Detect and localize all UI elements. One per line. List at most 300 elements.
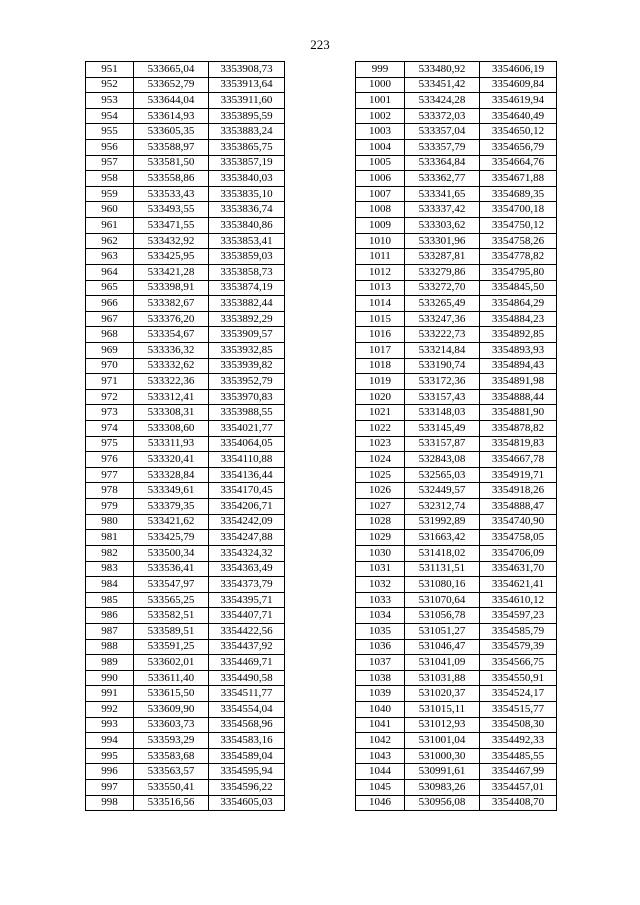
table-row <box>86 233 285 249</box>
y-coordinate-cell: 3353840,86 <box>209 218 285 234</box>
y-coordinate-cell: 3354242,09 <box>209 514 285 530</box>
table-row <box>356 483 557 499</box>
table-row <box>356 93 557 109</box>
point-number-cell: 984 <box>86 577 134 593</box>
point-number-cell: 956 <box>86 140 134 156</box>
table-row <box>86 311 285 327</box>
y-coordinate-cell: 3354492,33 <box>480 733 557 749</box>
y-coordinate-cell: 3354508,30 <box>480 717 557 733</box>
table-row <box>356 436 557 452</box>
table-row <box>86 655 285 671</box>
point-number-cell: 974 <box>86 421 134 437</box>
point-number-cell: 997 <box>86 780 134 796</box>
table-row <box>356 389 557 405</box>
table-row <box>86 421 285 437</box>
x-coordinate-cell: 533303,62 <box>405 218 480 234</box>
table-row <box>86 717 285 733</box>
x-coordinate-cell: 533581,50 <box>134 155 209 171</box>
table-row <box>86 623 285 639</box>
point-number-cell: 967 <box>86 311 134 327</box>
table-row <box>356 545 557 561</box>
table-row <box>86 561 285 577</box>
x-coordinate-cell: 533349,61 <box>134 483 209 499</box>
table-row <box>86 296 285 312</box>
y-coordinate-cell: 3354621,41 <box>480 577 557 593</box>
table-row <box>86 342 285 358</box>
point-number-cell: 1006 <box>356 171 405 187</box>
x-coordinate-cell: 531051,27 <box>405 623 480 639</box>
x-coordinate-cell: 533533,43 <box>134 186 209 202</box>
y-coordinate-cell: 3353883,24 <box>209 124 285 140</box>
y-coordinate-cell: 3354064,05 <box>209 436 285 452</box>
x-coordinate-cell: 533311,93 <box>134 436 209 452</box>
y-coordinate-cell: 3354700,18 <box>480 202 557 218</box>
x-coordinate-cell: 531031,88 <box>405 670 480 686</box>
x-coordinate-cell: 533516,56 <box>134 795 209 811</box>
point-number-cell: 981 <box>86 530 134 546</box>
y-coordinate-cell: 3354110,88 <box>209 452 285 468</box>
y-coordinate-cell: 3354650,12 <box>480 124 557 140</box>
point-number-cell: 1032 <box>356 577 405 593</box>
x-coordinate-cell: 533222,73 <box>405 327 480 343</box>
x-coordinate-cell: 533312,41 <box>134 389 209 405</box>
table-row <box>356 639 557 655</box>
y-coordinate-cell: 3354596,22 <box>209 780 285 796</box>
point-number-cell: 1040 <box>356 701 405 717</box>
point-number-cell: 1013 <box>356 280 405 296</box>
point-number-cell: 998 <box>86 795 134 811</box>
point-number-cell: 1024 <box>356 452 405 468</box>
table-row <box>356 780 557 796</box>
point-number-cell: 1042 <box>356 733 405 749</box>
table-row <box>86 389 285 405</box>
coordinates-table-right <box>355 61 557 811</box>
point-number-cell: 1011 <box>356 249 405 265</box>
y-coordinate-cell: 3354610,12 <box>480 592 557 608</box>
table-row <box>86 405 285 421</box>
table-row <box>356 717 557 733</box>
x-coordinate-cell: 530956,08 <box>405 795 480 811</box>
table-row <box>356 795 557 811</box>
y-coordinate-cell: 3354583,16 <box>209 733 285 749</box>
x-coordinate-cell: 533287,81 <box>405 249 480 265</box>
x-coordinate-cell: 531046,47 <box>405 639 480 655</box>
x-coordinate-cell: 533398,91 <box>134 280 209 296</box>
point-number-cell: 996 <box>86 764 134 780</box>
y-coordinate-cell: 3353908,73 <box>209 62 285 78</box>
point-number-cell: 992 <box>86 701 134 717</box>
x-coordinate-cell: 533190,74 <box>405 358 480 374</box>
table-row <box>86 124 285 140</box>
point-number-cell: 1031 <box>356 561 405 577</box>
y-coordinate-cell: 3354918,26 <box>480 483 557 499</box>
y-coordinate-cell: 3354206,71 <box>209 499 285 515</box>
y-coordinate-cell: 3354511,77 <box>209 686 285 702</box>
x-coordinate-cell: 533480,92 <box>405 62 480 78</box>
point-number-cell: 1039 <box>356 686 405 702</box>
table-row <box>86 686 285 702</box>
point-number-cell: 1037 <box>356 655 405 671</box>
point-number-cell: 988 <box>86 639 134 655</box>
y-coordinate-cell: 3354407,71 <box>209 608 285 624</box>
x-coordinate-cell: 533157,87 <box>405 436 480 452</box>
coordinates-table-left <box>85 61 285 811</box>
table-row <box>86 545 285 561</box>
y-coordinate-cell: 3353988,55 <box>209 405 285 421</box>
y-coordinate-cell: 3354689,35 <box>480 186 557 202</box>
point-number-cell: 1030 <box>356 545 405 561</box>
table-row <box>356 748 557 764</box>
x-coordinate-cell: 531663,42 <box>405 530 480 546</box>
point-number-cell: 1021 <box>356 405 405 421</box>
y-coordinate-cell: 3353911,60 <box>209 93 285 109</box>
point-number-cell: 983 <box>86 561 134 577</box>
y-coordinate-cell: 3353909,57 <box>209 327 285 343</box>
table-row <box>356 514 557 530</box>
point-number-cell: 1005 <box>356 155 405 171</box>
x-coordinate-cell: 533148,03 <box>405 405 480 421</box>
point-number-cell: 995 <box>86 748 134 764</box>
point-number-cell: 1020 <box>356 389 405 405</box>
x-coordinate-cell: 531418,02 <box>405 545 480 561</box>
point-number-cell: 973 <box>86 405 134 421</box>
y-coordinate-cell: 3354490,58 <box>209 670 285 686</box>
x-coordinate-cell: 533341,65 <box>405 186 480 202</box>
y-coordinate-cell: 3354247,88 <box>209 530 285 546</box>
table-row <box>86 467 285 483</box>
table-row <box>356 264 557 280</box>
table-row <box>356 233 557 249</box>
point-number-cell: 955 <box>86 124 134 140</box>
table-row <box>86 701 285 717</box>
table-row <box>356 358 557 374</box>
y-coordinate-cell: 3354619,94 <box>480 93 557 109</box>
y-coordinate-cell: 3354795,80 <box>480 264 557 280</box>
x-coordinate-cell: 532449,57 <box>405 483 480 499</box>
x-coordinate-cell: 533372,03 <box>405 108 480 124</box>
table-row <box>356 280 557 296</box>
point-number-cell: 1014 <box>356 296 405 312</box>
point-number-cell: 982 <box>86 545 134 561</box>
x-coordinate-cell: 533665,04 <box>134 62 209 78</box>
page-number: 223 <box>310 37 330 52</box>
point-number-cell: 993 <box>86 717 134 733</box>
y-coordinate-cell: 3354550,91 <box>480 670 557 686</box>
x-coordinate-cell: 531020,37 <box>405 686 480 702</box>
y-coordinate-cell: 3354324,32 <box>209 545 285 561</box>
y-coordinate-cell: 3353840,03 <box>209 171 285 187</box>
point-number-cell: 971 <box>86 374 134 390</box>
point-number-cell: 1004 <box>356 140 405 156</box>
y-coordinate-cell: 3354395,71 <box>209 592 285 608</box>
x-coordinate-cell: 533279,86 <box>405 264 480 280</box>
x-coordinate-cell: 533582,51 <box>134 608 209 624</box>
point-number-cell: 951 <box>86 62 134 78</box>
point-number-cell: 990 <box>86 670 134 686</box>
x-coordinate-cell: 533379,35 <box>134 499 209 515</box>
x-coordinate-cell: 533593,29 <box>134 733 209 749</box>
x-coordinate-cell: 533308,31 <box>134 405 209 421</box>
x-coordinate-cell: 533644,04 <box>134 93 209 109</box>
point-number-cell: 959 <box>86 186 134 202</box>
x-coordinate-cell: 531056,78 <box>405 608 480 624</box>
table-row <box>86 670 285 686</box>
y-coordinate-cell: 3353857,19 <box>209 155 285 171</box>
y-coordinate-cell: 3354579,39 <box>480 639 557 655</box>
x-coordinate-cell: 531041,09 <box>405 655 480 671</box>
table-row <box>86 264 285 280</box>
x-coordinate-cell: 533611,40 <box>134 670 209 686</box>
x-coordinate-cell: 532843,08 <box>405 452 480 468</box>
table-row <box>356 218 557 234</box>
table-row <box>356 186 557 202</box>
y-coordinate-cell: 3354888,44 <box>480 389 557 405</box>
point-number-cell: 1045 <box>356 780 405 796</box>
y-coordinate-cell: 3354640,49 <box>480 108 557 124</box>
y-coordinate-cell: 3353882,44 <box>209 296 285 312</box>
y-coordinate-cell: 3353952,79 <box>209 374 285 390</box>
point-number-cell: 994 <box>86 733 134 749</box>
y-coordinate-cell: 3354021,77 <box>209 421 285 437</box>
x-coordinate-cell: 531000,30 <box>405 748 480 764</box>
x-coordinate-cell: 533583,68 <box>134 748 209 764</box>
table-row <box>356 561 557 577</box>
point-number-cell: 985 <box>86 592 134 608</box>
y-coordinate-cell: 3353858,73 <box>209 264 285 280</box>
table-row <box>356 108 557 124</box>
point-number-cell: 1010 <box>356 233 405 249</box>
point-number-cell: 1022 <box>356 421 405 437</box>
x-coordinate-cell: 533550,41 <box>134 780 209 796</box>
table-row <box>356 249 557 265</box>
point-number-cell: 1036 <box>356 639 405 655</box>
point-number-cell: 1023 <box>356 436 405 452</box>
table-row <box>86 795 285 811</box>
point-number-cell: 970 <box>86 358 134 374</box>
x-coordinate-cell: 533337,42 <box>405 202 480 218</box>
table-row <box>356 374 557 390</box>
point-number-cell: 976 <box>86 452 134 468</box>
table-row <box>356 202 557 218</box>
table-row <box>356 592 557 608</box>
point-number-cell: 1033 <box>356 592 405 608</box>
y-coordinate-cell: 3354892,85 <box>480 327 557 343</box>
point-number-cell: 1012 <box>356 264 405 280</box>
table-row <box>86 748 285 764</box>
y-coordinate-cell: 3353913,64 <box>209 77 285 93</box>
table-row <box>86 140 285 156</box>
point-number-cell: 965 <box>86 280 134 296</box>
y-coordinate-cell: 3354706,09 <box>480 545 557 561</box>
point-number-cell: 1001 <box>356 93 405 109</box>
x-coordinate-cell: 533354,67 <box>134 327 209 343</box>
point-number-cell: 968 <box>86 327 134 343</box>
y-coordinate-cell: 3354469,71 <box>209 655 285 671</box>
table-row <box>86 62 285 78</box>
point-number-cell: 972 <box>86 389 134 405</box>
point-number-cell: 1029 <box>356 530 405 546</box>
y-coordinate-cell: 3354568,96 <box>209 717 285 733</box>
y-coordinate-cell: 3354566,75 <box>480 655 557 671</box>
y-coordinate-cell: 3353865,75 <box>209 140 285 156</box>
y-coordinate-cell: 3354606,19 <box>480 62 557 78</box>
x-coordinate-cell: 533145,49 <box>405 421 480 437</box>
point-number-cell: 1019 <box>356 374 405 390</box>
point-number-cell: 1028 <box>356 514 405 530</box>
point-number-cell: 1034 <box>356 608 405 624</box>
x-coordinate-cell: 533328,84 <box>134 467 209 483</box>
x-coordinate-cell: 533558,86 <box>134 171 209 187</box>
point-number-cell: 979 <box>86 499 134 515</box>
y-coordinate-cell: 3354891,98 <box>480 374 557 390</box>
table-row <box>86 108 285 124</box>
x-coordinate-cell: 532565,03 <box>405 467 480 483</box>
point-number-cell: 991 <box>86 686 134 702</box>
point-number-cell: 1041 <box>356 717 405 733</box>
y-coordinate-cell: 3354881,90 <box>480 405 557 421</box>
y-coordinate-cell: 3354605,03 <box>209 795 285 811</box>
table-row <box>86 452 285 468</box>
y-coordinate-cell: 3354919,71 <box>480 467 557 483</box>
y-coordinate-cell: 3354631,70 <box>480 561 557 577</box>
table-row <box>86 436 285 452</box>
y-coordinate-cell: 3353859,03 <box>209 249 285 265</box>
table-row <box>356 421 557 437</box>
x-coordinate-cell: 533364,84 <box>405 155 480 171</box>
y-coordinate-cell: 3353932,85 <box>209 342 285 358</box>
point-number-cell: 957 <box>86 155 134 171</box>
table-row <box>356 530 557 546</box>
x-coordinate-cell: 531131,51 <box>405 561 480 577</box>
table-row <box>86 186 285 202</box>
y-coordinate-cell: 3354554,04 <box>209 701 285 717</box>
point-number-cell: 977 <box>86 467 134 483</box>
table-row <box>86 499 285 515</box>
point-number-cell: 980 <box>86 514 134 530</box>
y-coordinate-cell: 3354437,92 <box>209 639 285 655</box>
table-row <box>356 608 557 624</box>
x-coordinate-cell: 531080,16 <box>405 577 480 593</box>
x-coordinate-cell: 533376,20 <box>134 311 209 327</box>
y-coordinate-cell: 3354819,83 <box>480 436 557 452</box>
y-coordinate-cell: 3354363,49 <box>209 561 285 577</box>
table-row <box>86 171 285 187</box>
table-row <box>356 405 557 421</box>
table-row <box>356 124 557 140</box>
y-coordinate-cell: 3354136,44 <box>209 467 285 483</box>
point-number-cell: 1016 <box>356 327 405 343</box>
x-coordinate-cell: 533652,79 <box>134 77 209 93</box>
x-coordinate-cell: 533588,97 <box>134 140 209 156</box>
point-number-cell: 1017 <box>356 342 405 358</box>
table-row <box>86 514 285 530</box>
table-row <box>356 296 557 312</box>
x-coordinate-cell: 531001,04 <box>405 733 480 749</box>
x-coordinate-cell: 533322,36 <box>134 374 209 390</box>
point-number-cell: 969 <box>86 342 134 358</box>
y-coordinate-cell: 3354585,79 <box>480 623 557 639</box>
x-coordinate-cell: 532312,74 <box>405 499 480 515</box>
table-row <box>86 93 285 109</box>
table-row <box>356 171 557 187</box>
point-number-cell: 989 <box>86 655 134 671</box>
x-coordinate-cell: 533432,92 <box>134 233 209 249</box>
table-row <box>356 701 557 717</box>
x-coordinate-cell: 533336,32 <box>134 342 209 358</box>
x-coordinate-cell: 533265,49 <box>405 296 480 312</box>
x-coordinate-cell: 533357,04 <box>405 124 480 140</box>
point-number-cell: 963 <box>86 249 134 265</box>
x-coordinate-cell: 533308,60 <box>134 421 209 437</box>
point-number-cell: 986 <box>86 608 134 624</box>
point-number-cell: 1044 <box>356 764 405 780</box>
point-number-cell: 987 <box>86 623 134 639</box>
x-coordinate-cell: 533609,90 <box>134 701 209 717</box>
x-coordinate-cell: 533425,79 <box>134 530 209 546</box>
table-row <box>356 62 557 78</box>
y-coordinate-cell: 3354778,82 <box>480 249 557 265</box>
x-coordinate-cell: 533272,70 <box>405 280 480 296</box>
y-coordinate-cell: 3353970,83 <box>209 389 285 405</box>
table-row <box>86 483 285 499</box>
y-coordinate-cell: 3354589,04 <box>209 748 285 764</box>
point-number-cell: 966 <box>86 296 134 312</box>
y-coordinate-cell: 3353874,19 <box>209 280 285 296</box>
x-coordinate-cell: 531012,93 <box>405 717 480 733</box>
y-coordinate-cell: 3354485,55 <box>480 748 557 764</box>
x-coordinate-cell: 531070,64 <box>405 592 480 608</box>
x-coordinate-cell: 533451,42 <box>405 77 480 93</box>
x-coordinate-cell: 530983,26 <box>405 780 480 796</box>
x-coordinate-cell: 533357,79 <box>405 140 480 156</box>
table-row <box>86 218 285 234</box>
y-coordinate-cell: 3354170,45 <box>209 483 285 499</box>
table-row <box>356 77 557 93</box>
point-number-cell: 961 <box>86 218 134 234</box>
table-row <box>356 327 557 343</box>
y-coordinate-cell: 3353836,74 <box>209 202 285 218</box>
y-coordinate-cell: 3354597,23 <box>480 608 557 624</box>
y-coordinate-cell: 3354373,79 <box>209 577 285 593</box>
y-coordinate-cell: 3354878,82 <box>480 421 557 437</box>
x-coordinate-cell: 533471,55 <box>134 218 209 234</box>
x-coordinate-cell: 533382,67 <box>134 296 209 312</box>
y-coordinate-cell: 3354524,17 <box>480 686 557 702</box>
y-coordinate-cell: 3354750,12 <box>480 218 557 234</box>
x-coordinate-cell: 533565,25 <box>134 592 209 608</box>
table-row <box>86 733 285 749</box>
point-number-cell: 954 <box>86 108 134 124</box>
y-coordinate-cell: 3354422,56 <box>209 623 285 639</box>
y-coordinate-cell: 3354888,47 <box>480 499 557 515</box>
point-number-cell: 1009 <box>356 218 405 234</box>
y-coordinate-cell: 3353939,82 <box>209 358 285 374</box>
y-coordinate-cell: 3354894,43 <box>480 358 557 374</box>
table-row <box>356 311 557 327</box>
point-number-cell: 952 <box>86 77 134 93</box>
y-coordinate-cell: 3354671,88 <box>480 171 557 187</box>
y-coordinate-cell: 3354664,76 <box>480 155 557 171</box>
table-row <box>356 140 557 156</box>
y-coordinate-cell: 3354609,84 <box>480 77 557 93</box>
table-row <box>356 499 557 515</box>
y-coordinate-cell: 3354467,99 <box>480 764 557 780</box>
point-number-cell: 1015 <box>356 311 405 327</box>
x-coordinate-cell: 533563,57 <box>134 764 209 780</box>
x-coordinate-cell: 531015,11 <box>405 701 480 717</box>
table-row <box>86 592 285 608</box>
table-row <box>356 467 557 483</box>
